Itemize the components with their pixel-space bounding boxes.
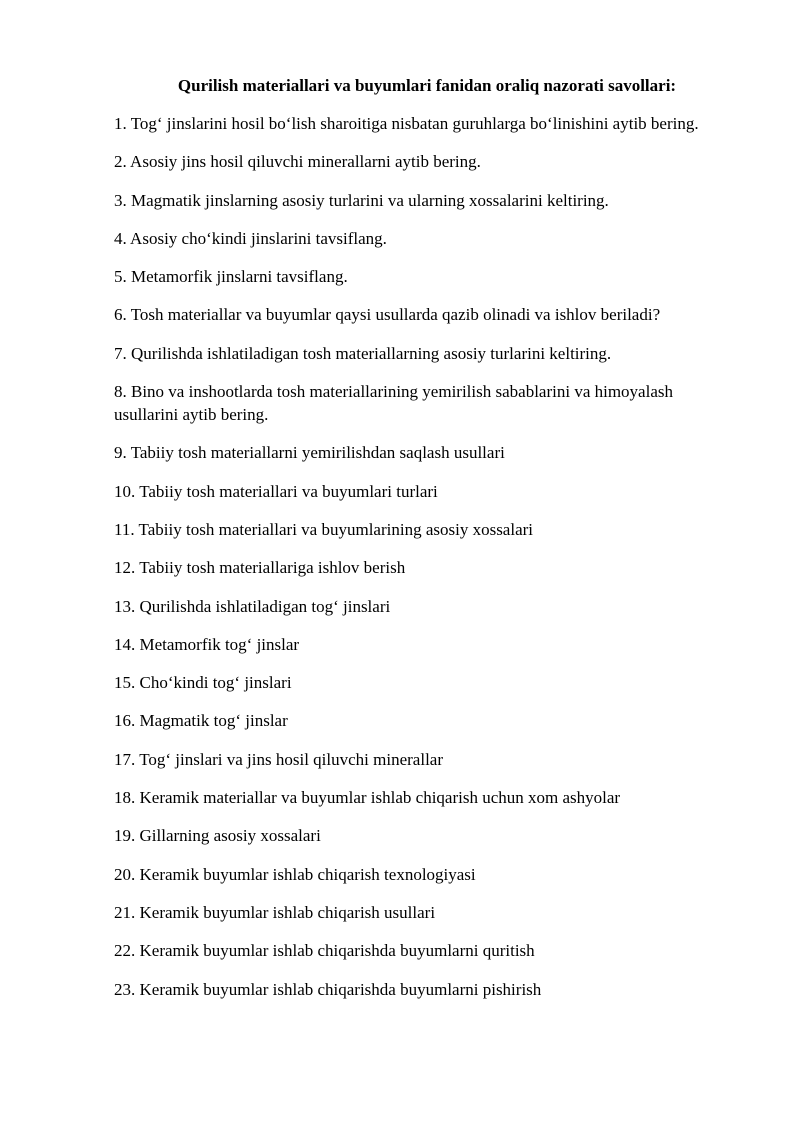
question-item: 1. Tog‘ jinslarini hosil bo‘lish sharoitiga nisbatan guruhlarga bo‘linishini aytib bering. xyxy=(114,114,699,133)
question-item: 7. Qurilishda ishlatiladigan tosh materiallarning asosiy turlarini keltiring. xyxy=(114,343,612,363)
question-item: 8. Bino va inshootlarda tosh materiallarining yemirilish sabablarini va himoyalash usullarini aytib bering. xyxy=(114,382,673,425)
question-item: 16. Magmatik tog‘ jinslar xyxy=(114,711,288,731)
question-item: 11. Tabiiy tosh materiallari va buyumlarining asosiy xossalari xyxy=(114,519,534,539)
question-item: 12. Tabiiy tosh materiallariga ishlov berish xyxy=(114,558,406,578)
question-item: 21. Keramik buyumlar ishlab chiqarish usullari xyxy=(114,902,436,922)
question-item: 13. Qurilishda ishlatiladigan tog‘ jinslari xyxy=(114,596,391,616)
question-item: 5. Metamorfik jinslarni tavsiflang. xyxy=(114,267,348,287)
question-item: 10. Tabiiy tosh materiallari va buyumlari turlari xyxy=(114,481,438,501)
question-item: 4. Asosiy cho‘kindi jinslarini tavsiflang. xyxy=(114,228,387,248)
question-item: 18. Keramik materiallar va buyumlar ishlab chiqarish uchun xom ashyolar xyxy=(114,788,621,808)
document-title: Qurilish materiallari va buyumlari fanidan oraliq nazorati savollari: xyxy=(177,76,677,95)
question-item: 19. Gillarning asosiy xossalari xyxy=(114,826,321,846)
question-item: 17. Tog‘ jinslari va jins hosil qiluvchi minerallar xyxy=(114,749,444,769)
question-item: 15. Cho‘kindi tog‘ jinslari xyxy=(114,673,292,693)
question-item: 2. Asosiy jins hosil qiluvchi minerallarni aytib bering. xyxy=(114,152,481,172)
question-list xyxy=(114,112,740,1001)
question-item: 3. Magmatik jinslarning asosiy turlarini va ularning xossalarini keltiring. xyxy=(114,190,609,210)
question-item: 6. Tosh materiallar va buyumlar qaysi usullarda qazib olinadi va ishlov beriladi? xyxy=(114,305,661,325)
question-item: 20. Keramik buyumlar ishlab chiqarish texnologiyasi xyxy=(114,864,476,884)
document-page xyxy=(114,74,740,1016)
question-item: 23. Keramik buyumlar ishlab chiqarishda buyumlarni pishirish xyxy=(114,979,542,999)
question-item: 22. Keramik buyumlar ishlab chiqarishda buyumlarni quritish xyxy=(114,941,535,961)
question-item: 14. Metamorfik tog‘ jinslar xyxy=(114,634,300,654)
question-item: 9. Tabiiy tosh materiallarni yemirilishdan saqlash usullari xyxy=(114,443,505,463)
